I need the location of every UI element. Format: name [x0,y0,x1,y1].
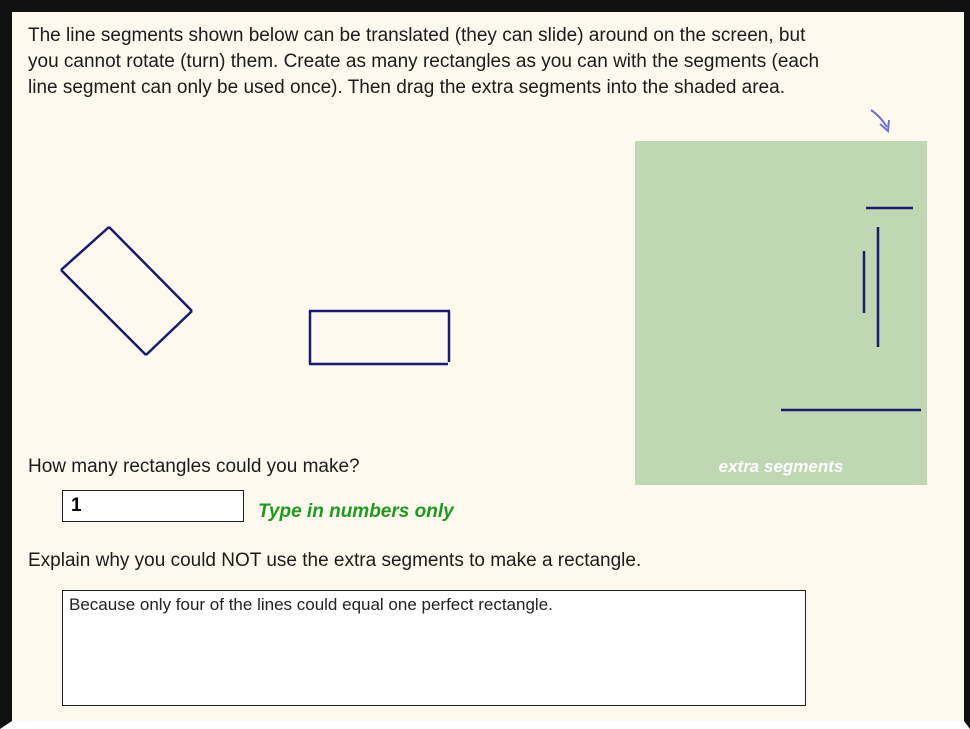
instructions-text [28,23,908,101]
numbers-only-hint: Type in numbers only [258,501,454,522]
instructions-line-3: line segment can only be used once). Then drag the extra segments into the shaded area. [28,77,785,98]
instructions-line-2: you cannot rotate (turn) them. Create as many rectangles as you can with the segments (each [28,51,820,72]
explanation-textarea[interactable] [62,590,806,706]
extra-segments-label: extra segments [718,457,844,476]
rectangle-count-question: How many rectangles could you make? [28,456,360,477]
rectangle-count-input[interactable] [62,490,244,522]
instructions-line-1: The line segments shown below can be translated (they can slide) around on the screen, but [28,25,806,46]
extra-segments-drop-area[interactable] [635,141,927,485]
explain-question: Explain why you could NOT use the extra segments to make a rectangle. [28,550,642,571]
